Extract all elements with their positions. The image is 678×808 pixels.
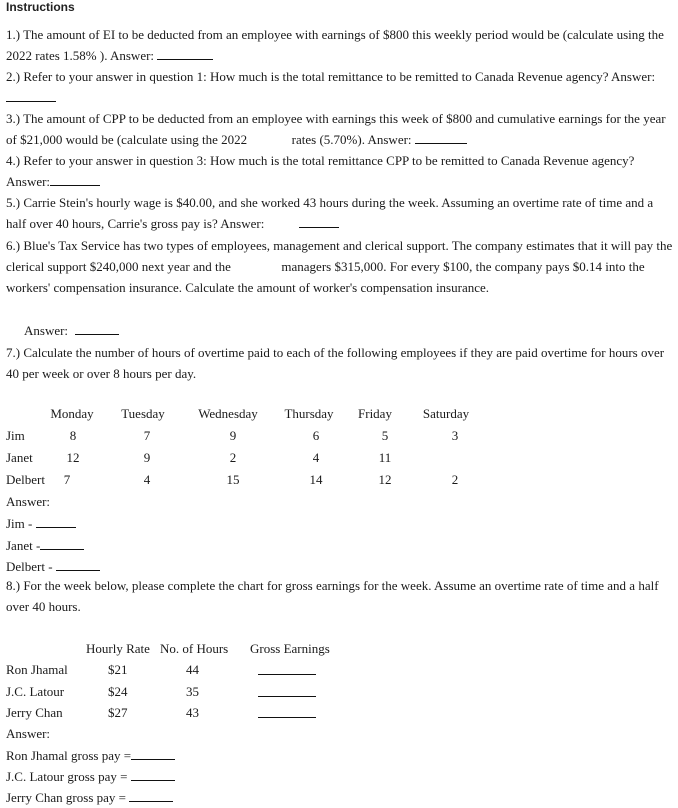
question-6-answer bbox=[24, 322, 119, 339]
question-2-text: 2.) Refer to your answer in question 1: How much is the total remittance to be remitted to Canada Revenue agency? Answer: bbox=[6, 69, 656, 84]
answer-blank[interactable] bbox=[75, 322, 119, 335]
q8-answer-jc bbox=[6, 768, 175, 785]
col-header-thursday: Thursday bbox=[284, 406, 334, 421]
row-label-jerry-chan: Jerry Chan bbox=[6, 705, 63, 720]
row-label-jim: Jim bbox=[6, 428, 25, 443]
question-4-text: 4.) Refer to your answer in question 3: How much is the total remittance CPP to be remitted to Canada Revenue agency? Answer: bbox=[6, 153, 635, 190]
table-cell: 35 bbox=[186, 684, 199, 699]
col-header-saturday: Saturday bbox=[422, 406, 470, 421]
question-1 bbox=[6, 24, 674, 66]
row-label-janet: Janet bbox=[6, 450, 33, 465]
table-cell: 8 bbox=[69, 428, 77, 443]
question-5-text: 5.) Carrie Stein's hourly wage is $40.00, and she worked 43 hours during the week. Assuming an overtime rate of time and a half over 40 hours, Carrie's gross pay is? Answer: bbox=[6, 195, 654, 232]
row-label-ron-jhamal: Ron Jhamal bbox=[6, 662, 68, 677]
q8-answer-jerry bbox=[6, 789, 173, 806]
table-cell: 2 bbox=[451, 472, 459, 487]
table-cell: 15 bbox=[226, 472, 240, 487]
q7-answer-label: Answer: bbox=[6, 494, 51, 509]
answer-blank[interactable] bbox=[6, 89, 56, 102]
col-header-hourly-rate: Hourly Rate bbox=[86, 641, 150, 656]
col-header-wednesday: Wednesday bbox=[198, 406, 258, 421]
col-header-gross-earnings: Gross Earnings bbox=[250, 641, 330, 656]
question-5 bbox=[6, 192, 674, 234]
answer-label: Jerry Chan gross pay = bbox=[6, 790, 126, 805]
gross-earnings-field[interactable] bbox=[258, 705, 316, 722]
table-cell: 6 bbox=[312, 428, 320, 443]
table-cell: 4 bbox=[312, 450, 320, 465]
question-3-text: 3.) The amount of CPP to be deducted from an employee with earnings this week of $800 and cumulative earnings for the year of $21,000 would be (calculate using the 2022 bbox=[6, 111, 666, 148]
question-6-text-cont: managers $315,000. For every $100, the company pays $0.14 into the workers' compensation insurance. Calculate the amount of worker's compensation insurance. bbox=[6, 259, 645, 296]
question-1-text: 1.) The amount of EI to be deducted from an employee with earnings of $800 this weekly period would be (calculate using the 2022 rates 1.58% ). Answer: bbox=[6, 27, 664, 64]
table-cell: 7 bbox=[143, 428, 151, 443]
table-cell: 12 bbox=[378, 472, 392, 487]
q8-answer-ron bbox=[6, 747, 175, 764]
answer-label: Ron Jhamal gross pay = bbox=[6, 748, 132, 763]
answer-blank[interactable] bbox=[56, 558, 100, 571]
q8-answer-label: Answer: bbox=[6, 726, 51, 741]
col-header-monday: Monday bbox=[50, 406, 94, 421]
table-cell: 3 bbox=[451, 428, 459, 443]
question-3 bbox=[6, 108, 674, 150]
question-7-text: 7.) Calculate the number of hours of overtime paid to each of the following employees if they are paid overtime for hours over 40 per week or over 8 hours per day. bbox=[6, 345, 665, 382]
table-cell: 44 bbox=[186, 662, 199, 677]
answer-label: Jim - bbox=[6, 516, 33, 531]
answer-label: Answer: bbox=[24, 323, 69, 338]
table-cell: 43 bbox=[186, 705, 199, 720]
answer-label: Delbert - bbox=[6, 559, 53, 574]
question-6 bbox=[6, 235, 674, 299]
question-8-text: 8.) For the week below, please complete the chart for gross earnings for the week. Assume an overtime rate of time and a half over 40 hours. bbox=[6, 578, 659, 615]
answer-blank[interactable] bbox=[40, 537, 84, 550]
table-cell: $24 bbox=[108, 684, 128, 699]
answer-blank[interactable] bbox=[50, 173, 100, 186]
page-header: Instructions bbox=[6, 0, 75, 14]
col-header-tuesday: Tuesday bbox=[121, 406, 165, 421]
q7-answer-janet bbox=[6, 537, 84, 554]
answer-label: Janet - bbox=[6, 538, 41, 553]
table-cell: 7 bbox=[63, 472, 71, 487]
table-cell: 9 bbox=[143, 450, 151, 465]
table-cell: 5 bbox=[381, 428, 389, 443]
table-cell: 14 bbox=[309, 472, 323, 487]
question-3-text-cont: rates (5.70%). Answer: bbox=[291, 132, 412, 148]
answer-blank[interactable] bbox=[36, 515, 76, 528]
table-cell: $21 bbox=[108, 662, 128, 677]
question-8 bbox=[6, 575, 674, 617]
q7-answer-delbert bbox=[6, 558, 100, 575]
table-cell: $27 bbox=[108, 705, 128, 720]
answer-label: J.C. Latour gross pay = bbox=[6, 769, 128, 784]
row-label-jc-latour: J.C. Latour bbox=[6, 684, 65, 699]
table-cell: 12 bbox=[66, 450, 80, 465]
table-cell: 9 bbox=[229, 428, 237, 443]
col-header-no-of-hours: No. of Hours bbox=[160, 641, 229, 656]
answer-blank[interactable] bbox=[415, 131, 467, 144]
answer-blank[interactable] bbox=[129, 789, 173, 802]
question-2 bbox=[6, 66, 674, 108]
col-header-friday: Friday bbox=[358, 406, 392, 421]
question-6-text: 6.) Blue's Tax Service has two types of employees, management and clerical support. The company estimates that it will pay the clerical support $240,000 next year and the bbox=[6, 238, 673, 275]
gross-earnings-field[interactable] bbox=[258, 684, 316, 701]
question-4 bbox=[6, 150, 674, 192]
q7-answer-jim bbox=[6, 515, 76, 532]
answer-blank[interactable] bbox=[131, 747, 175, 760]
question-7 bbox=[6, 342, 674, 384]
row-label-delbert: Delbert bbox=[6, 472, 45, 487]
answer-blank[interactable] bbox=[131, 768, 175, 781]
table-cell: 11 bbox=[378, 450, 392, 465]
gross-earnings-field[interactable] bbox=[258, 662, 316, 679]
answer-blank[interactable] bbox=[157, 47, 213, 60]
table-cell: 2 bbox=[229, 450, 237, 465]
table-cell: 4 bbox=[143, 472, 151, 487]
answer-blank[interactable] bbox=[299, 215, 339, 228]
